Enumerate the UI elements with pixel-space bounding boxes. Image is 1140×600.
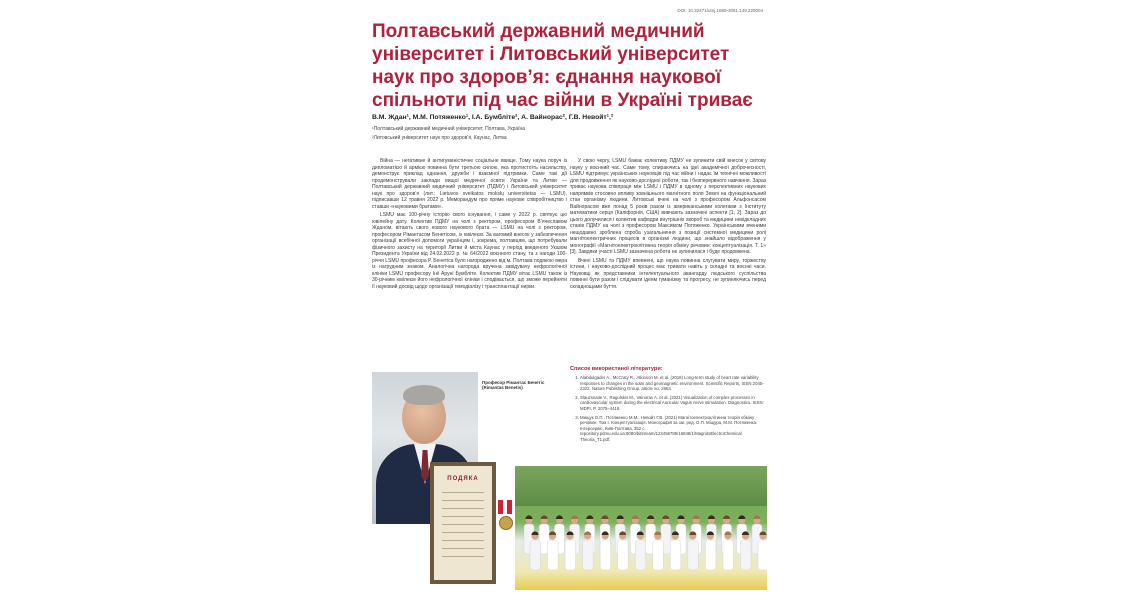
award-diploma-photo [430, 462, 496, 584]
paragraph: Вчені LSMU та ПДМУ впевнені, що наука повинна слугувати миру, торжеству істини, і науково-дослідний процес має тривати навіть у складні та воєнні часи. Науковці як представники інтелектуального авангарду людського суспільства повинні бути разом і слідувати ідеям гуманізму та прогресу, не зупиняючись перед складнощами буття. [570, 257, 766, 290]
paragraph: LSMU має 100-річну історію свого існування, і саме у 2022 р. святкує цю ювілейну дату. Колектив ПДМУ на чолі з ректором, професором В’ячеславом Жданом, вітають свого нового наукового брата — LSMU на чолі з ректором, професором Рімантасом Бенетісом, із ювілеєм. За вагомий внесок у забезпечення організації всебічної допомоги українцям і, зокрема, полтавцям, що потребували фізичного захисту на території Литви й міста Каунас у період введеного Указом Президента України від 24.02.2022 р. № 64/2022 воєнного стану, та з нагоди 100-річчя LSMU професора Р. Бенетіса було нагороджено від м. Полтава подякою мера із нагрудним знаком. Аналогічна нагорода вручена завідувачу нефрологічної клініки LSMU професору Ініі Аруні Бумбліте. Колектив ПДМУ вітає LSMU також із 30-річним ювілеєм його нефрологічної клініки і сподівається, що зможе перейняти її науковий досвід щодо організації гемодіалізу і трансплантації нирки. [372, 212, 567, 290]
article-title: Полтавський державний медичний університет і Литовський університет наук про здоров’я: єднання наукової спільноти під час війни в Україні триває [372, 21, 753, 111]
paragraph: Війна — негативне й антигуманістичне соціальне явище. Тому наука поруч із дипломатією й армією повинна бути третьою силою, яка протистоїть насильству, демонструє приклад єднання, дружби і взаємної підтримки. Саме такі дії продемонстрували заклади вищої медичної освіти України та Литви — Полтавський державний медичний університет (ПДМУ) і Литовський університет наук про здоров’я (лит.: Lietuvos sveikatos mokslų universitetas — LSMU), підписавши 12 травня 2022 р. Меморандум про пряме наукове співробітництво і ставши «науковими братами». [372, 158, 567, 210]
paragraph: У свою чергу, LSMU бажає колективу ПДМУ не зупинити свій внесок у світову науку у воєнний час. Саме тому, спираючись на ідеї академічної доброчесності, LSMU підтримує українських науковців під час війни і надає їм технічні можливості для продовження як науково-дослідної роботи, так і безперервного навчання. Зараз триває наукова співпраця між LSMU і ПДМУ в одному з перспективних наукових напрямків стосовно впливу зовнішнього магнітного поля Землі на функціональний стан організму людини. Литовські вчені на чолі з професором Альфонсасом Вайнорасом вже понад 5 років разом із американськими колегами з Інституту математики серця (Каліфорнія, США) вивчають зазначені аспекти [1, 2]. Зараз до цього долучилися і колектив кафедри внутрішніх хвороб та медицини невідкладних станів ПДМУ на чолі з професором Максимом Потяженко. Українськими вченими нещодавно зроблена спроба узагальнення з позиції системної медицини ролі магнітоелектричних процесів в організмі людини, що знайшло відображення у монографії «Магнітоелектроклітинна теорія обміну речовин: концептуалізація. Т. 1» [3]. Завдяки участі LSMU зазначена робота не зупинилася і буде продовжена. [570, 158, 766, 255]
article-authors: В.М. Ждан¹, М.М. Потяженко¹, І.А. Бумблітe², А. Вайнорас², Г.В. Невойт¹,² [372, 114, 614, 121]
group-people-illustration [515, 466, 767, 590]
photo-caption: Професор Рімантас Бенетіс (Rimantas Benetis) [482, 380, 545, 390]
reference-item: 2. Slauzsnaite V., Ragulskis M., Vainoras A. et al. (2021) Visualization of complex processes in cardiovascular system during the electrical Auricular Vagus nerve stimulation. Diagnostics. ISSN: MDPI, P. 2075–4418. [580, 395, 766, 412]
diploma-title: ПОДЯКА [447, 476, 479, 482]
references-list [570, 375, 766, 443]
right-column [570, 158, 766, 292]
affiliation-2: ²Литовський університет наук про здоров’я, Каунас, Литва [372, 135, 507, 141]
group-photo [515, 466, 767, 590]
reference-item: 3. Мищук О.П., Потяженко М.М., Невойт Г.В. (2021) Магнітоелектроклітинна теорія обміну речовин. Том І. Концептуалізація. Монографія за заг. ред. О.П. Міщура, М.М. Потяженка. Інтерсервіс, Київ-Полтава, 352 с. repository.pdmu.edu.ua:8080/bitstream/123456789/16848/1/MagnitoElectroChemical Theoria_T1.pdf. [580, 415, 766, 443]
references-section [570, 366, 766, 446]
article-page [355, 0, 775, 600]
left-column [372, 158, 567, 292]
medal-icon [498, 500, 512, 534]
doi-label: DOI: 10.32471/umj.1680-3051.149.229004 [677, 8, 763, 13]
reference-item: 1. Alabdulgader A., McCraty R., Atkinson M. et al. (2018) Long-term study of heart rate variability responses to changes in the solar and geomagnetic environment. Scientific Reports, ISSN 2045-2322. Nature Publishing Group, article no. 2663. [580, 375, 766, 392]
affiliation-1: ¹Полтавський державний медичний університет, Полтава, Україна [372, 126, 526, 132]
references-title: Список використаної літератури: [570, 366, 663, 372]
